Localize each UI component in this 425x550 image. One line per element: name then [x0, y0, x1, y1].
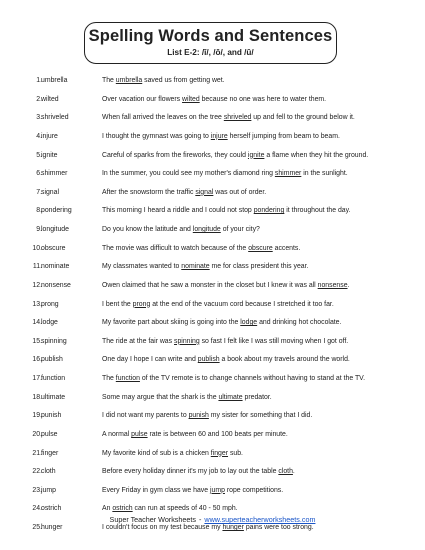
example-sentence — [102, 187, 266, 199]
sentence-end: a flame when they hit the ground. — [264, 151, 369, 159]
sentence-start: One day I hope I can write and — [102, 356, 198, 364]
underlined-word: nonsense — [317, 281, 348, 289]
sentence-end: a book about my travels around the world. — [219, 356, 350, 364]
underlined-word: prong — [132, 300, 151, 308]
sentence-end: accents. — [272, 244, 301, 252]
sentence-start: After the snowstorm the traffic — [102, 188, 196, 196]
item-number: 6. — [36, 170, 42, 178]
item-number: 13. — [32, 300, 42, 308]
list-item — [0, 280, 425, 292]
example-sentence — [102, 75, 225, 87]
sentence-end: . — [292, 468, 295, 476]
example-sentence — [102, 243, 300, 255]
item-number: 1. — [36, 77, 42, 84]
spelling-word: cloth — [41, 468, 56, 476]
item-number: 23. — [32, 486, 42, 494]
sentence-end: saved us from getting wet. — [142, 77, 225, 84]
underlined-word: umbrella — [115, 77, 143, 84]
sentence-end: so fast I felt like I was still moving when I got off. — [199, 337, 349, 345]
underlined-word: cloth — [278, 468, 293, 476]
spelling-word: pulse — [41, 430, 58, 438]
example-sentence — [102, 150, 368, 162]
spelling-word: pondering — [41, 207, 72, 215]
underlined-word: injure — [210, 132, 228, 140]
underlined-word: shimmer — [274, 170, 302, 178]
underlined-word: nominate — [181, 263, 210, 271]
spelling-word: spinning — [41, 337, 67, 345]
example-sentence — [102, 373, 365, 385]
sentence-end: and drinking hot chocolate. — [257, 319, 342, 327]
item-number: 14. — [32, 319, 42, 327]
sentence-start: I did not want my parents to — [102, 412, 189, 420]
spelling-word: obscure — [41, 244, 66, 252]
list-item — [0, 112, 425, 124]
example-sentence — [102, 485, 283, 497]
list-item — [0, 485, 425, 497]
spelling-word: prong — [41, 300, 59, 308]
sentence-start: In the summer, you could see my mother's diamond ring — [102, 170, 275, 178]
list-item — [0, 448, 425, 460]
example-sentence — [102, 94, 326, 106]
example-sentence — [102, 280, 349, 292]
sentence-start: The ride at the fair was — [102, 337, 175, 345]
sentence-start: An — [102, 505, 113, 513]
sentence-start: The — [102, 375, 116, 383]
sentence-end: predator. — [242, 393, 272, 401]
sentence-start: Owen claimed that he saw a monster in the closet but I knew it was all — [102, 281, 318, 289]
sentence-start: Over vacation our flowers — [102, 95, 183, 103]
sentence-start: Before every holiday dinner it's my job to lay out the table — [102, 468, 279, 476]
list-item — [0, 187, 425, 199]
sentence-start: Careful of sparks from the fireworks, they could — [102, 151, 248, 159]
underlined-word: pondering — [253, 207, 285, 215]
footer-link[interactable]: www.superteacherworksheets.com — [204, 515, 316, 524]
sentence-start: When fall arrived the leaves on the tree — [102, 114, 224, 122]
list-item — [0, 75, 425, 87]
spelling-word: jump — [41, 486, 56, 494]
list-item — [0, 150, 425, 162]
underlined-word: ignite — [247, 151, 265, 159]
spelling-word: shimmer — [41, 170, 68, 178]
underlined-word: obscure — [248, 244, 273, 252]
item-number: 4. — [36, 132, 42, 140]
example-sentence — [102, 131, 340, 143]
spelling-word: longitude — [41, 226, 69, 234]
sentence-start: My favorite kind of sub is a chicken — [102, 449, 211, 457]
sentence-end: was out of order. — [213, 188, 267, 196]
sentence-end: of your city? — [220, 226, 260, 234]
footer-separator: - — [198, 515, 202, 524]
underlined-word: lodge — [240, 319, 258, 327]
list-subtitle: List E-2: /ī/, /ō/, and /ū/ — [167, 48, 254, 57]
example-sentence — [102, 205, 351, 217]
example-sentence — [102, 224, 260, 236]
sentence-start: I couldn't focus on my test because my — [102, 524, 223, 532]
list-item — [0, 224, 425, 236]
item-number: 5. — [36, 151, 42, 159]
underlined-word: longitude — [192, 226, 221, 234]
sentence-start: My classmates wanted to — [102, 263, 182, 271]
sentence-end: sub. — [228, 449, 243, 457]
sentence-start: I thought the gymnast was going to — [102, 132, 211, 140]
sentence-end: my sister for something that I did. — [208, 412, 313, 420]
spelling-word: umbrella — [41, 77, 68, 84]
example-sentence — [102, 112, 355, 124]
item-number: 9. — [36, 226, 42, 234]
sentence-end: pains were too strong. — [243, 524, 314, 532]
list-item — [0, 503, 425, 515]
item-number: 10. — [32, 244, 42, 252]
example-sentence — [102, 299, 334, 311]
sentence-start: Do you know the latitude and — [102, 226, 193, 234]
item-number: 19. — [32, 412, 42, 420]
item-number: 17. — [32, 375, 42, 383]
spelling-word: injure — [41, 132, 58, 140]
sentence-start: The — [102, 77, 116, 84]
item-number: 22. — [32, 468, 42, 476]
sentence-start: Some may argue that the shark is the — [102, 393, 219, 401]
page-title: Spelling Words and Sentences — [88, 27, 333, 45]
sentence-start: Every Friday in gym class we have — [102, 486, 210, 494]
list-item — [0, 392, 425, 404]
sentence-end: at the end of the vacuum cord because I stretched it too far. — [150, 300, 334, 308]
item-number: 16. — [32, 356, 42, 364]
item-number: 20. — [32, 430, 42, 438]
sentence-end: rope competitions. — [224, 486, 284, 494]
list-item — [0, 317, 425, 329]
sentence-end: in the sunlight. — [301, 170, 348, 178]
underlined-word: hunger — [222, 524, 244, 532]
example-sentence — [102, 466, 295, 478]
sentence-start: My favorite part about skiing is going into the — [102, 319, 241, 327]
example-sentence — [102, 448, 243, 460]
underlined-word: pulse — [131, 430, 148, 438]
list-item — [0, 354, 425, 366]
list-item — [0, 243, 425, 255]
underlined-word: punish — [188, 412, 209, 420]
spelling-word: nominate — [41, 263, 70, 271]
item-number: 24. — [32, 505, 42, 513]
example-sentence — [102, 168, 348, 180]
item-number: 7. — [36, 188, 42, 196]
sentence-end: up and fell to the ground below it. — [251, 114, 355, 122]
example-sentence — [102, 503, 238, 515]
example-sentence — [102, 429, 288, 441]
list-item — [0, 131, 425, 143]
item-number: 11. — [32, 263, 42, 271]
spelling-word: ultimate — [41, 393, 66, 401]
sentence-end: of the TV remote is to change channels without having to stand at the TV. — [139, 375, 366, 383]
underlined-word: finger — [210, 449, 229, 457]
sentence-start: A normal — [102, 430, 132, 438]
footer — [0, 515, 425, 525]
sentence-start: I bent the — [102, 300, 133, 308]
sentence-end: herself jumping from beam to beam. — [227, 132, 340, 140]
list-item — [0, 94, 425, 106]
underlined-word: wilted — [182, 95, 200, 103]
item-number: 8. — [36, 207, 42, 215]
sentence-end: me for class president this year. — [209, 263, 309, 271]
spelling-word: nonsense — [41, 281, 71, 289]
sentence-start: The movie was difficult to watch because of the — [102, 244, 249, 252]
item-number: 3. — [36, 114, 42, 122]
item-number: 15. — [32, 337, 42, 345]
spelling-word: finger — [41, 449, 59, 457]
underlined-word: spinning — [174, 337, 200, 345]
item-number: 25. — [32, 524, 42, 532]
sentence-end: . — [347, 281, 350, 289]
spelling-word: publish — [41, 356, 63, 364]
spelling-word: ostrich — [41, 505, 62, 513]
sentence-end: it throughout the day. — [284, 207, 351, 215]
item-number: 18. — [32, 393, 42, 401]
spelling-word: lodge — [41, 319, 58, 327]
underlined-word: shriveled — [223, 114, 252, 122]
spelling-word: punish — [41, 412, 62, 420]
example-sentence — [102, 317, 341, 329]
spelling-word: ignite — [41, 151, 58, 159]
spelling-word: hunger — [41, 524, 63, 532]
item-number: 2. — [36, 95, 42, 103]
list-item — [0, 466, 425, 478]
sentence-start: This morning I heard a riddle and I could not stop — [102, 207, 254, 215]
underlined-word: jump — [210, 486, 225, 494]
sentence-end: rate is between 60 and 100 beats per minute. — [147, 430, 288, 438]
underlined-word: signal — [195, 188, 214, 196]
example-sentence — [102, 410, 312, 422]
item-number: 12. — [32, 281, 42, 289]
spelling-word: wilted — [41, 95, 59, 103]
underlined-word: function — [115, 375, 140, 383]
list-item — [0, 299, 425, 311]
spelling-word: shriveled — [41, 114, 69, 122]
underlined-word: ultimate — [218, 393, 243, 401]
footer-brand: Super Teacher Worksheets — [109, 515, 196, 524]
list-item — [0, 205, 425, 217]
underlined-word: ostrich — [112, 505, 133, 513]
title-box — [84, 22, 337, 64]
list-item — [0, 168, 425, 180]
example-sentence — [102, 392, 272, 404]
item-number: 21. — [32, 449, 42, 457]
list-item — [0, 410, 425, 422]
sentence-end: can run at speeds of 40 - 50 mph. — [132, 505, 238, 513]
underlined-word: publish — [197, 356, 220, 364]
list-item — [0, 429, 425, 441]
spelling-word: function — [41, 375, 66, 383]
example-sentence — [102, 261, 308, 273]
sentence-end: because no one was here to water them. — [199, 95, 327, 103]
example-sentence — [102, 336, 348, 348]
list-item — [0, 373, 425, 385]
list-item — [0, 261, 425, 273]
list-item — [0, 336, 425, 348]
example-sentence — [102, 354, 350, 366]
spelling-word: signal — [41, 188, 60, 196]
